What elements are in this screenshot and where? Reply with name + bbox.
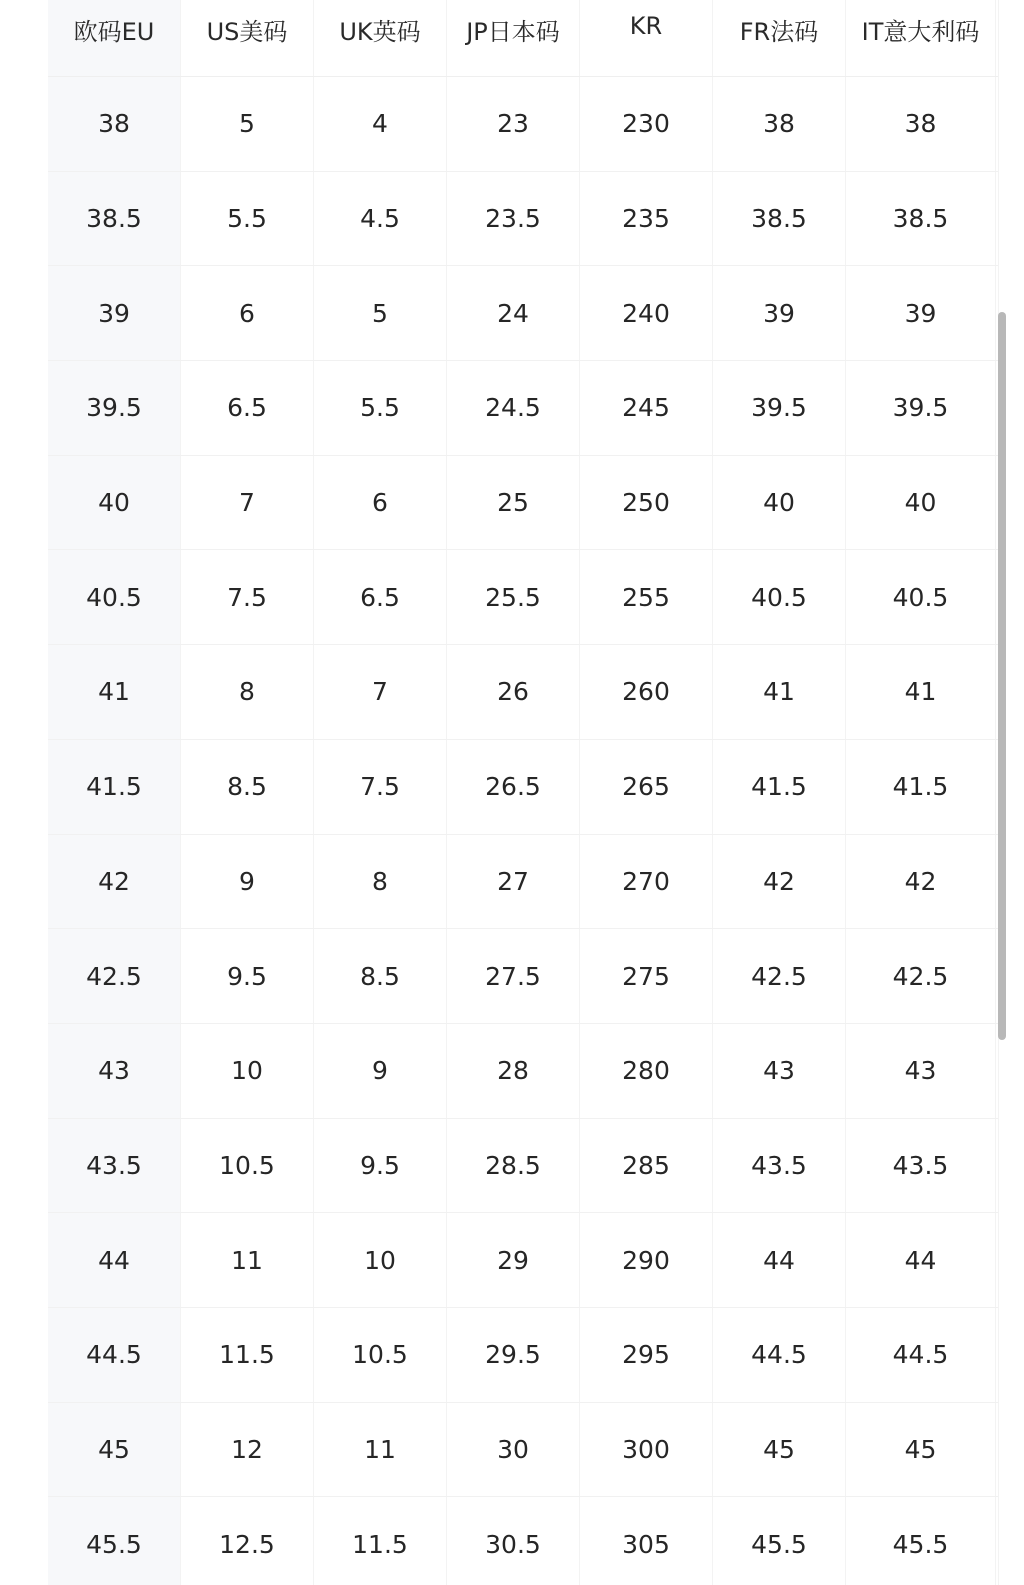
eu-cell: 44.5: [48, 1308, 181, 1402]
table-row: [48, 77, 998, 172]
fr-cell: 40.5: [713, 550, 846, 644]
kr-cell: 240: [580, 266, 713, 360]
table-row: [48, 1308, 998, 1403]
header-eu-size: 欧码EU: [48, 0, 181, 76]
kr-cell: 275: [580, 929, 713, 1023]
uk-cell: 7: [314, 645, 447, 739]
uk-cell: 6.5: [314, 550, 447, 644]
us-cell: 8.5: [181, 740, 314, 834]
eu-cell: 45: [48, 1403, 181, 1497]
it-cell: 42: [846, 835, 996, 929]
eu-cell: 39.5: [48, 361, 181, 455]
table-row: [48, 929, 998, 1024]
table-row: [48, 172, 998, 267]
uk-cell: 4: [314, 77, 447, 171]
kr-cell: 260: [580, 645, 713, 739]
uk-cell: 4.5: [314, 172, 447, 266]
kr-cell: 265: [580, 740, 713, 834]
uk-cell: 5: [314, 266, 447, 360]
uk-cell: 10: [314, 1213, 447, 1307]
kr-cell: 280: [580, 1024, 713, 1118]
uk-cell: 5.5: [314, 361, 447, 455]
jp-cell: 28.5: [447, 1119, 580, 1213]
eu-cell: 40.5: [48, 550, 181, 644]
fr-cell: 44: [713, 1213, 846, 1307]
us-cell: 11.5: [181, 1308, 314, 1402]
uk-cell: 9.5: [314, 1119, 447, 1213]
header-kr-size: KR: [580, 0, 713, 76]
jp-cell: 30: [447, 1403, 580, 1497]
header-it-size: IT意大利码: [846, 0, 996, 76]
jp-cell: 27: [447, 835, 580, 929]
uk-cell: 9: [314, 1024, 447, 1118]
uk-cell: 8: [314, 835, 447, 929]
us-cell: 11: [181, 1213, 314, 1307]
it-cell: 41: [846, 645, 996, 739]
jp-cell: 27.5: [447, 929, 580, 1023]
header-uk-size: UK英码: [314, 0, 447, 76]
table-row: [48, 266, 998, 361]
it-cell: 45.5: [846, 1497, 996, 1585]
table-row: [48, 740, 998, 835]
us-cell: 6.5: [181, 361, 314, 455]
jp-cell: 23: [447, 77, 580, 171]
it-cell: 45: [846, 1403, 996, 1497]
it-cell: 42.5: [846, 929, 996, 1023]
uk-cell: 11: [314, 1403, 447, 1497]
eu-cell: 41: [48, 645, 181, 739]
us-cell: 8: [181, 645, 314, 739]
us-cell: 9.5: [181, 929, 314, 1023]
jp-cell: 24.5: [447, 361, 580, 455]
table-row: [48, 456, 998, 551]
eu-cell: 40: [48, 456, 181, 550]
table-row: [48, 835, 998, 930]
us-cell: 7: [181, 456, 314, 550]
table-row: [48, 550, 998, 645]
table-row: [48, 1024, 998, 1119]
uk-cell: 7.5: [314, 740, 447, 834]
eu-cell: 38.5: [48, 172, 181, 266]
it-cell: 41.5: [846, 740, 996, 834]
table-row: [48, 361, 998, 456]
table-header-row: [48, 0, 998, 77]
eu-cell: 42: [48, 835, 181, 929]
fr-cell: 43: [713, 1024, 846, 1118]
jp-cell: 29.5: [447, 1308, 580, 1402]
it-cell: 39: [846, 266, 996, 360]
fr-cell: 38: [713, 77, 846, 171]
kr-cell: 245: [580, 361, 713, 455]
jp-cell: 28: [447, 1024, 580, 1118]
eu-cell: 45.5: [48, 1497, 181, 1585]
eu-cell: 41.5: [48, 740, 181, 834]
kr-cell: 230: [580, 77, 713, 171]
fr-cell: 45: [713, 1403, 846, 1497]
jp-cell: 25: [447, 456, 580, 550]
it-cell: 43.5: [846, 1119, 996, 1213]
fr-cell: 39: [713, 266, 846, 360]
us-cell: 10: [181, 1024, 314, 1118]
table-row: [48, 1119, 998, 1214]
fr-cell: 45.5: [713, 1497, 846, 1585]
fr-cell: 43.5: [713, 1119, 846, 1213]
fr-cell: 40: [713, 456, 846, 550]
it-cell: 44: [846, 1213, 996, 1307]
uk-cell: 8.5: [314, 929, 447, 1023]
kr-cell: 300: [580, 1403, 713, 1497]
kr-cell: 305: [580, 1497, 713, 1585]
vertical-scrollbar[interactable]: [998, 312, 1006, 1040]
uk-cell: 10.5: [314, 1308, 447, 1402]
table-row: [48, 1403, 998, 1498]
kr-cell: 285: [580, 1119, 713, 1213]
jp-cell: 29: [447, 1213, 580, 1307]
it-cell: 43: [846, 1024, 996, 1118]
us-cell: 12: [181, 1403, 314, 1497]
kr-cell: 295: [580, 1308, 713, 1402]
size-chart-table: [48, 0, 998, 1585]
it-cell: 44.5: [846, 1308, 996, 1402]
it-cell: 38.5: [846, 172, 996, 266]
uk-cell: 6: [314, 456, 447, 550]
kr-cell: 250: [580, 456, 713, 550]
it-cell: 39.5: [846, 361, 996, 455]
fr-cell: 42: [713, 835, 846, 929]
us-cell: 5.5: [181, 172, 314, 266]
eu-cell: 39: [48, 266, 181, 360]
uk-cell: 11.5: [314, 1497, 447, 1585]
table-row: [48, 1497, 998, 1585]
kr-cell: 270: [580, 835, 713, 929]
us-cell: 5: [181, 77, 314, 171]
kr-cell: 290: [580, 1213, 713, 1307]
header-fr-size: FR法码: [713, 0, 846, 76]
us-cell: 10.5: [181, 1119, 314, 1213]
eu-cell: 38: [48, 77, 181, 171]
eu-cell: 43: [48, 1024, 181, 1118]
jp-cell: 30.5: [447, 1497, 580, 1585]
eu-cell: 44: [48, 1213, 181, 1307]
us-cell: 6: [181, 266, 314, 360]
jp-cell: 23.5: [447, 172, 580, 266]
it-cell: 40: [846, 456, 996, 550]
jp-cell: 24: [447, 266, 580, 360]
kr-cell: 235: [580, 172, 713, 266]
kr-cell: 255: [580, 550, 713, 644]
fr-cell: 44.5: [713, 1308, 846, 1402]
header-jp-size: JP日本码: [447, 0, 580, 76]
it-cell: 40.5: [846, 550, 996, 644]
it-cell: 38: [846, 77, 996, 171]
fr-cell: 39.5: [713, 361, 846, 455]
eu-cell: 43.5: [48, 1119, 181, 1213]
table-row: [48, 645, 998, 740]
fr-cell: 42.5: [713, 929, 846, 1023]
fr-cell: 41: [713, 645, 846, 739]
jp-cell: 25.5: [447, 550, 580, 644]
us-cell: 12.5: [181, 1497, 314, 1585]
eu-cell: 42.5: [48, 929, 181, 1023]
fr-cell: 38.5: [713, 172, 846, 266]
fr-cell: 41.5: [713, 740, 846, 834]
jp-cell: 26: [447, 645, 580, 739]
jp-cell: 26.5: [447, 740, 580, 834]
us-cell: 9: [181, 835, 314, 929]
us-cell: 7.5: [181, 550, 314, 644]
table-row: [48, 1213, 998, 1308]
header-us-size: US美码: [181, 0, 314, 76]
